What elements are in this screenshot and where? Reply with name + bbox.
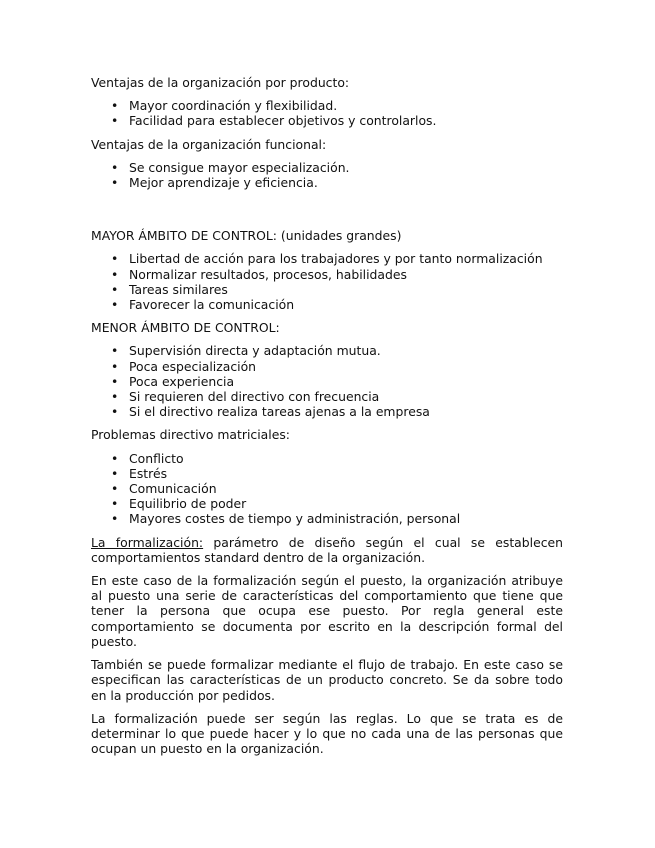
list-item: • Favorecer la comunicación bbox=[111, 297, 295, 313]
bullet-icon: • bbox=[111, 266, 119, 282]
bullet-icon: • bbox=[111, 404, 119, 420]
bullet-icon: • bbox=[111, 159, 119, 175]
bullet-icon: • bbox=[111, 450, 119, 466]
formalizacion-definition bbox=[91, 535, 563, 565]
list-item: • Se consigue mayor especialización. bbox=[111, 159, 350, 175]
bullet-icon: • bbox=[111, 511, 119, 527]
section-heading-functional: Ventajas de la organización funcional: bbox=[91, 136, 327, 152]
bullet-list-functional bbox=[91, 160, 563, 190]
list-item: • Libertad de acción para los trabajadores y por tanto normalización bbox=[111, 251, 543, 267]
document-page bbox=[91, 75, 563, 764]
bullet-list-menor-ambito bbox=[91, 343, 563, 419]
bullet-list-product bbox=[91, 98, 563, 128]
bullet-icon: • bbox=[111, 113, 119, 129]
bullet-list-mayor-ambito bbox=[91, 251, 563, 312]
list-item: • Normalizar resultados, procesos, habilidades bbox=[111, 266, 407, 282]
list-item: • Tareas similares bbox=[111, 281, 228, 297]
section-heading-problemas: Problemas directivo matriciales: bbox=[91, 427, 290, 443]
bullet-icon: • bbox=[111, 465, 119, 481]
bullet-icon: • bbox=[111, 281, 119, 297]
bullet-icon: • bbox=[111, 481, 119, 497]
list-item: • Poca experiencia bbox=[111, 373, 235, 389]
bullet-icon: • bbox=[111, 358, 119, 374]
list-item: • Si el directivo realiza tareas ajenas a la empresa bbox=[111, 404, 430, 420]
bullet-icon: • bbox=[111, 98, 119, 114]
list-item: • Estrés bbox=[111, 465, 168, 481]
paragraph-puesto: En este caso de la formalización según el puesto, la organización atribuye al puesto una serie de características del comportamiento que tiene que tener la persona que ocupa ese puesto. Por regla general este comportamiento se documenta por escrito en la descripción formal del puesto. bbox=[91, 573, 563, 649]
bullet-icon: • bbox=[111, 389, 119, 405]
bullet-list-problemas bbox=[91, 451, 563, 527]
section-heading-product: Ventajas de la organización por producto: bbox=[91, 75, 350, 90]
list-item: • Comunicación bbox=[111, 481, 217, 497]
section-heading-mayor-ambito: MAYOR ÁMBITO DE CONTROL: (unidades grandes) bbox=[91, 228, 402, 244]
formalizacion-term: La formalización: bbox=[91, 534, 204, 550]
list-item: • Si requieren del directivo con frecuencia bbox=[111, 389, 380, 405]
section-spacer bbox=[91, 198, 563, 228]
bullet-icon: • bbox=[111, 343, 119, 359]
bullet-icon: • bbox=[111, 496, 119, 512]
list-item: • Conflicto bbox=[111, 450, 184, 466]
list-item: • Facilidad para establecer objetivos y controlarlos. bbox=[111, 113, 437, 129]
paragraph-flujo-trabajo: También se puede formalizar mediante el flujo de trabajo. En este caso se especifican las características de un producto concreto. Se da sobre todo en la producción por pedidos. bbox=[91, 657, 563, 703]
list-item: • Poca especialización bbox=[111, 358, 257, 374]
bullet-icon: • bbox=[111, 297, 119, 313]
list-item: • Supervisión directa y adaptación mutua. bbox=[111, 343, 381, 359]
list-item: • Mejor aprendizaje y eficiencia. bbox=[111, 175, 318, 191]
paragraph-reglas: La formalización puede ser según las reglas. Lo que se trata es de determinar lo que puede hacer y lo que no cada una de las personas que ocupan un puesto en la organización. bbox=[91, 710, 563, 757]
bullet-icon: • bbox=[111, 373, 119, 389]
list-item: • Mayor coordinación y flexibilidad. bbox=[111, 98, 338, 114]
list-item: • Equilibrio de poder bbox=[111, 496, 247, 512]
list-item: • Mayores costes de tiempo y administración, personal bbox=[111, 511, 461, 527]
section-heading-menor-ambito: MENOR ÁMBITO DE CONTROL: bbox=[91, 320, 280, 336]
bullet-icon: • bbox=[111, 251, 119, 267]
bullet-icon: • bbox=[111, 175, 119, 191]
formalizacion-definition-text: parámetro de diseño según el cual se establecen comportamientos standard dentro de la organización. bbox=[91, 534, 563, 565]
